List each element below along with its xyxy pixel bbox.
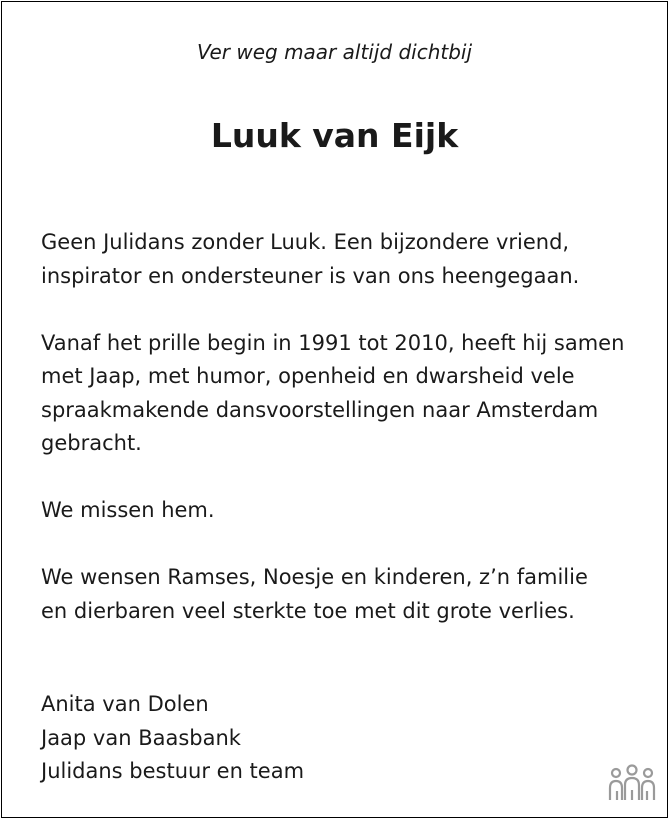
signature-line: Anita van Dolen bbox=[41, 692, 209, 716]
paragraph: Geen Julidans zonder Luuk. Een bijzondere vriend, inspirator en ondersteuner is van ons heengegaan. bbox=[41, 230, 580, 288]
deceased-name: Luuk van Eijk bbox=[210, 116, 459, 155]
signature-line: Jaap van Baasbank bbox=[41, 725, 241, 750]
people-group-icon bbox=[607, 764, 657, 804]
motto: Ver weg maar altijd dichtbij bbox=[196, 40, 473, 64]
signature-line: Julidans bestuur en team bbox=[41, 759, 305, 783]
paragraph: We missen hem. bbox=[41, 498, 215, 522]
notice-body bbox=[41, 226, 651, 662]
signatures bbox=[41, 688, 541, 789]
paragraph: We wensen Ramses, Noesje en kinderen, z’n familie en dierbaren veel sterkte toe met dit grote verlies. bbox=[41, 565, 588, 623]
notice-frame bbox=[1, 1, 668, 818]
paragraph: Vanaf het prille begin in 1991 tot 2010, heeft hij samen met Jaap, met humor, openheid en dwarsheid vele spraakmakende dansvoorstellingen naar Amsterdam gebracht. bbox=[41, 330, 625, 455]
